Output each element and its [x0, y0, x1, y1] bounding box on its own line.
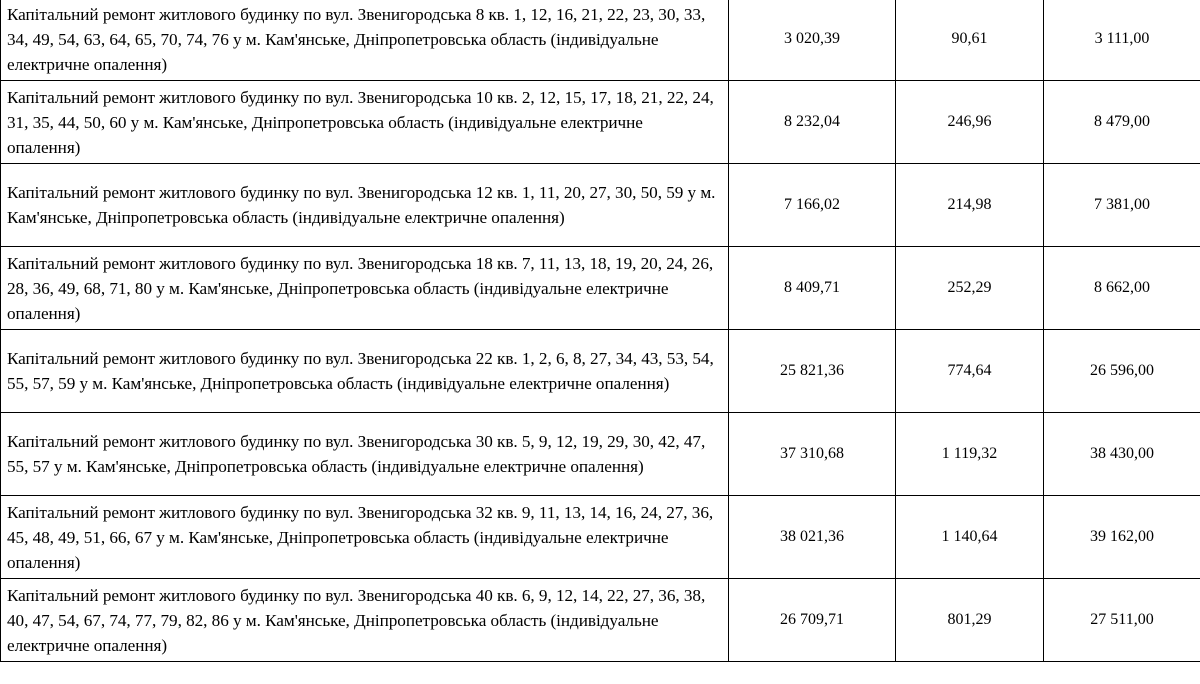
total-cell: 38 430,00 [1044, 413, 1200, 496]
fee-cell: 214,98 [896, 164, 1044, 247]
total-cell: 3 111,00 [1044, 0, 1200, 81]
total-cell: 7 381,00 [1044, 164, 1200, 247]
total-cell: 27 511,00 [1044, 579, 1200, 662]
fee-cell: 1 140,64 [896, 496, 1044, 579]
repair-description-cell: Капітальний ремонт житлового будинку по вул. Звенигородська 30 кв. 5, 9, 12, 19, 29, 30, 42, 47, 55, 57 у м. Кам'янське, Дніпропетровська область (індивідуальне електричне опалення) [1, 413, 729, 496]
amount-cell: 3 020,39 [729, 0, 896, 81]
fee-cell: 1 119,32 [896, 413, 1044, 496]
total-cell: 26 596,00 [1044, 330, 1200, 413]
total-cell: 8 479,00 [1044, 81, 1200, 164]
amount-cell: 8 232,04 [729, 81, 896, 164]
fee-cell: 252,29 [896, 247, 1044, 330]
repair-description-cell: Капітальний ремонт житлового будинку по вул. Звенигородська 22 кв. 1, 2, 6, 8, 27, 34, 43, 53, 54, 55, 57, 59 у м. Кам'янське, Дніпропетровська область (індивідуальне електричне опалення) [1, 330, 729, 413]
table-row [1, 164, 1200, 247]
amount-cell: 25 821,36 [729, 330, 896, 413]
table-row [1, 81, 1200, 164]
amount-cell: 38 021,36 [729, 496, 896, 579]
amount-cell: 8 409,71 [729, 247, 896, 330]
total-cell: 39 162,00 [1044, 496, 1200, 579]
table-row [1, 0, 1200, 81]
fee-cell: 90,61 [896, 0, 1044, 81]
table-row [1, 247, 1200, 330]
repair-description-cell: Капітальний ремонт житлового будинку по вул. Звенигородська 18 кв. 7, 11, 13, 18, 19, 20, 24, 26, 28, 36, 49, 68, 71, 80 у м. Кам'янське, Дніпропетровська область (індивідуальне електричне опалення) [1, 247, 729, 330]
table-row [1, 330, 1200, 413]
repair-description-cell: Капітальний ремонт житлового будинку по вул. Звенигородська 32 кв. 9, 11, 13, 14, 16, 24, 27, 36, 45, 48, 49, 51, 66, 67 у м. Кам'янське, Дніпропетровська область (індивідуальне електричне опалення) [1, 496, 729, 579]
repair-description-cell: Капітальний ремонт житлового будинку по вул. Звенигородська 10 кв. 2, 12, 15, 17, 18, 21, 22, 24, 31, 35, 44, 50, 60 у м. Кам'янське, Дніпропетровська область (індивідуальне електричне опалення) [1, 81, 729, 164]
table-row [1, 579, 1200, 662]
table-row [1, 413, 1200, 496]
amount-cell: 7 166,02 [729, 164, 896, 247]
fee-cell: 774,64 [896, 330, 1044, 413]
repair-description-cell: Капітальний ремонт житлового будинку по вул. Звенигородська 40 кв. 6, 9, 12, 14, 22, 27, 36, 38, 40, 47, 54, 67, 74, 77, 79, 82, 86 у м. Кам'янське, Дніпропетровська область (індивідуальне електричне опалення) [1, 579, 729, 662]
repair-description-cell: Капітальний ремонт житлового будинку по вул. Звенигородська 12 кв. 1, 11, 20, 27, 30, 50, 59 у м. Кам'янське, Дніпропетровська область (індивідуальне електричне опалення) [1, 164, 729, 247]
fee-cell: 246,96 [896, 81, 1044, 164]
fee-cell: 801,29 [896, 579, 1044, 662]
total-cell: 8 662,00 [1044, 247, 1200, 330]
amount-cell: 37 310,68 [729, 413, 896, 496]
table-row [1, 496, 1200, 579]
repair-description-cell: Капітальний ремонт житлового будинку по вул. Звенигородська 8 кв. 1, 12, 16, 21, 22, 23, 30, 33, 34, 49, 54, 63, 64, 65, 70, 74, 76 у м. Кам'янське, Дніпропетровська область (індивідуальне електричне опалення) [1, 0, 729, 81]
amount-cell: 26 709,71 [729, 579, 896, 662]
